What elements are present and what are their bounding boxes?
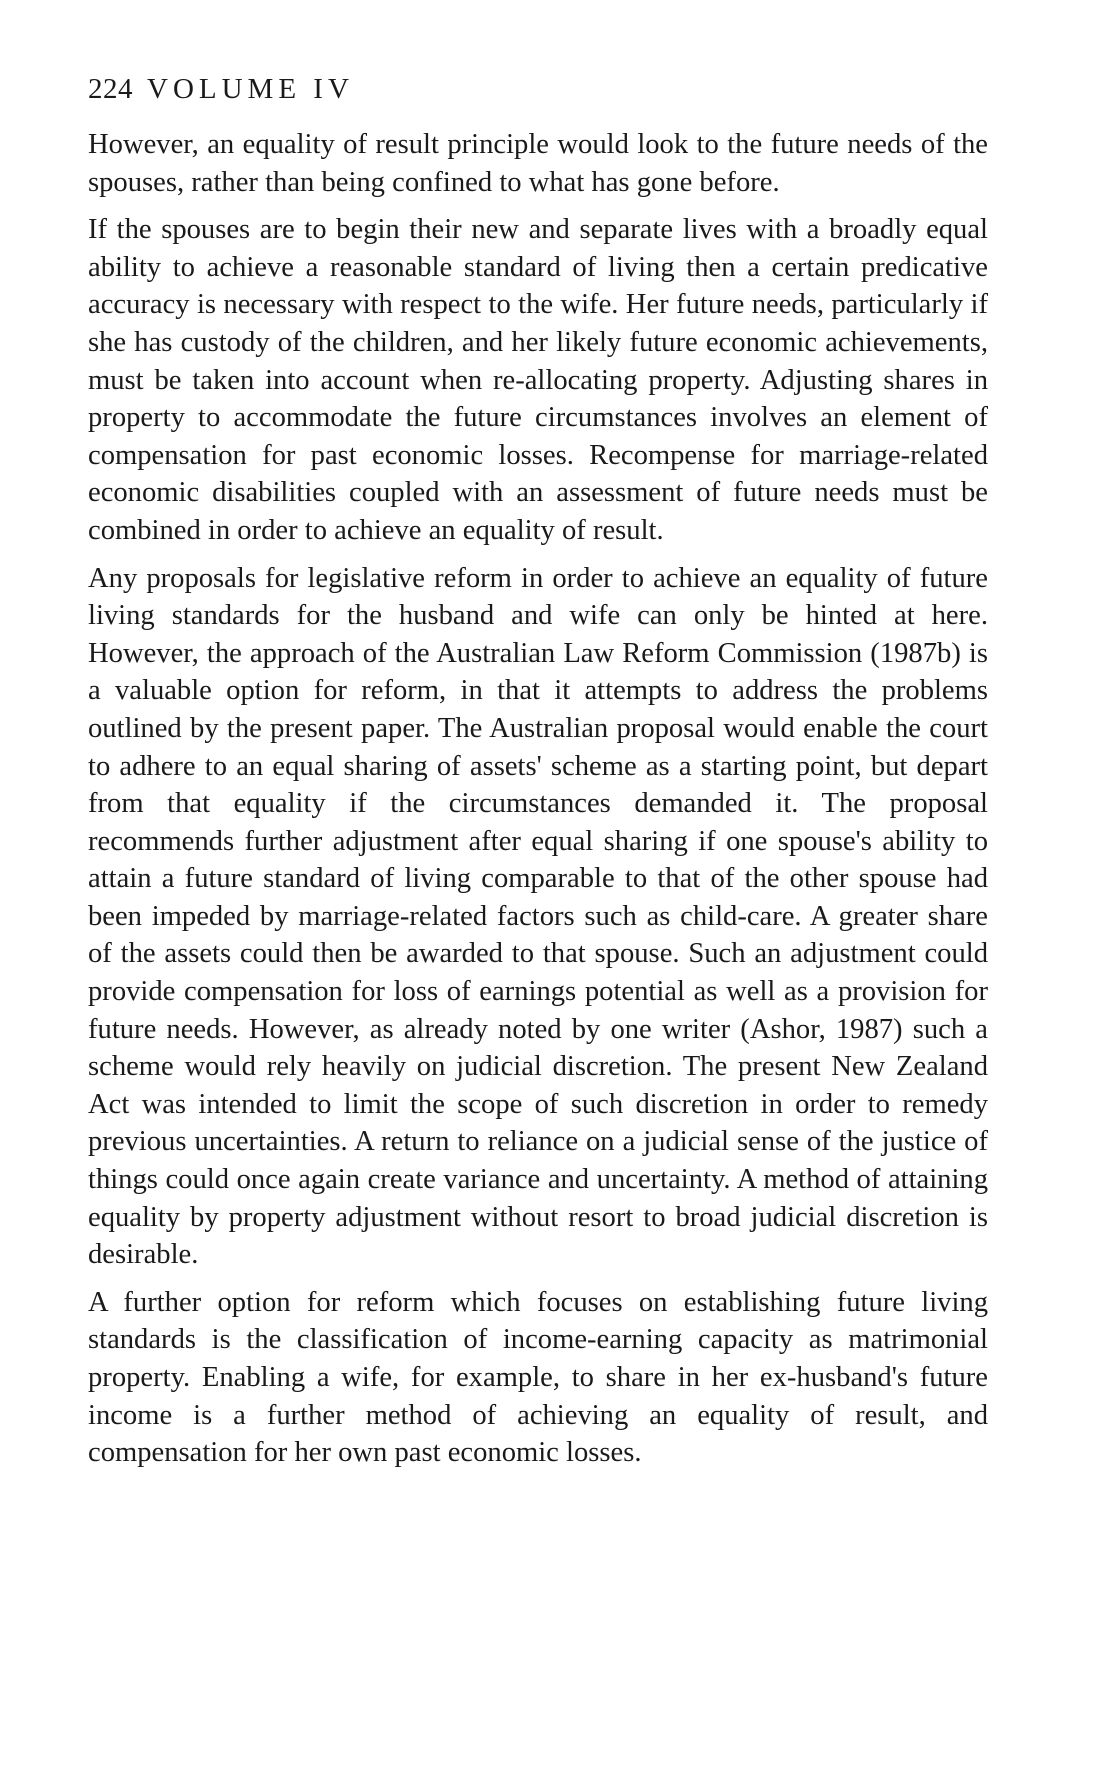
running-head — [88, 70, 988, 108]
paragraph-3: Any proposals for legislative reform in order to achieve an equality of future living standards for the husband and wife can only be hinted at here. However, the approach of the Australian Law Reform Commission (1987b) is a valuable option for reform, in that it attempts to address the problems outlined by the present paper. The Australian proposal would enable the court to adhere to an equal sharing of assets' scheme as a starting point, but depart from that equality if the circumstances demanded it. The proposal recommends further adjustment after equal sharing if one spouse's ability to attain a future standard of living comparable to that of the other spouse had been impeded by marriage-related factors such as child-care. A greater share of the assets could then be awarded to that spouse. Such an adjustment could provide compensation for loss of earnings potential as well as a provision for future needs. However, as already noted by one writer (Ashor, 1987) such a scheme would rely heavily on judicial discretion. The present New Zealand Act was intended to limit the scope of such discretion in order to remedy previous uncertainties. A return to reliance on a judicial sense of the justice of things could once again create variance and uncertainty. A method of attaining equality by property adjustment without resort to broad judicial discretion is desirable. — [88, 562, 988, 1271]
paragraph-1: However, an equality of result principle would look to the future needs of the spouses, rather than being confined to what has gone before. — [88, 129, 988, 198]
paragraph-2: If the spouses are to begin their new and separate lives with a broadly equal ability to achieve a reasonable standard of living then a certain predicative accuracy is necessary with respect to the wife. Her future needs, particularly if she has custody of the children, and her likely future economic achievements, must be taken into account when re-allocating property. Adjusting shares in property to accommodate the future circumstances involves an element of compensation for past economic losses. Recompense for marriage-related economic disabilities coupled with an assessment of future needs must be combined in order to achieve an equality of result. — [88, 214, 988, 546]
page-number: 224 — [88, 73, 133, 105]
paragraph-4: A further option for reform which focuses on establishing future living standards is the classification of income-earning capacity as matrimonial property. Enabling a wife, for example, to share in her ex-husband's future income is a further method of achieving an equality of result, and compensation for her own past economic losses. — [88, 1286, 988, 1469]
book-page — [88, 70, 988, 1482]
volume-label: VOLUME IV — [147, 73, 354, 105]
body-text — [88, 126, 988, 1472]
